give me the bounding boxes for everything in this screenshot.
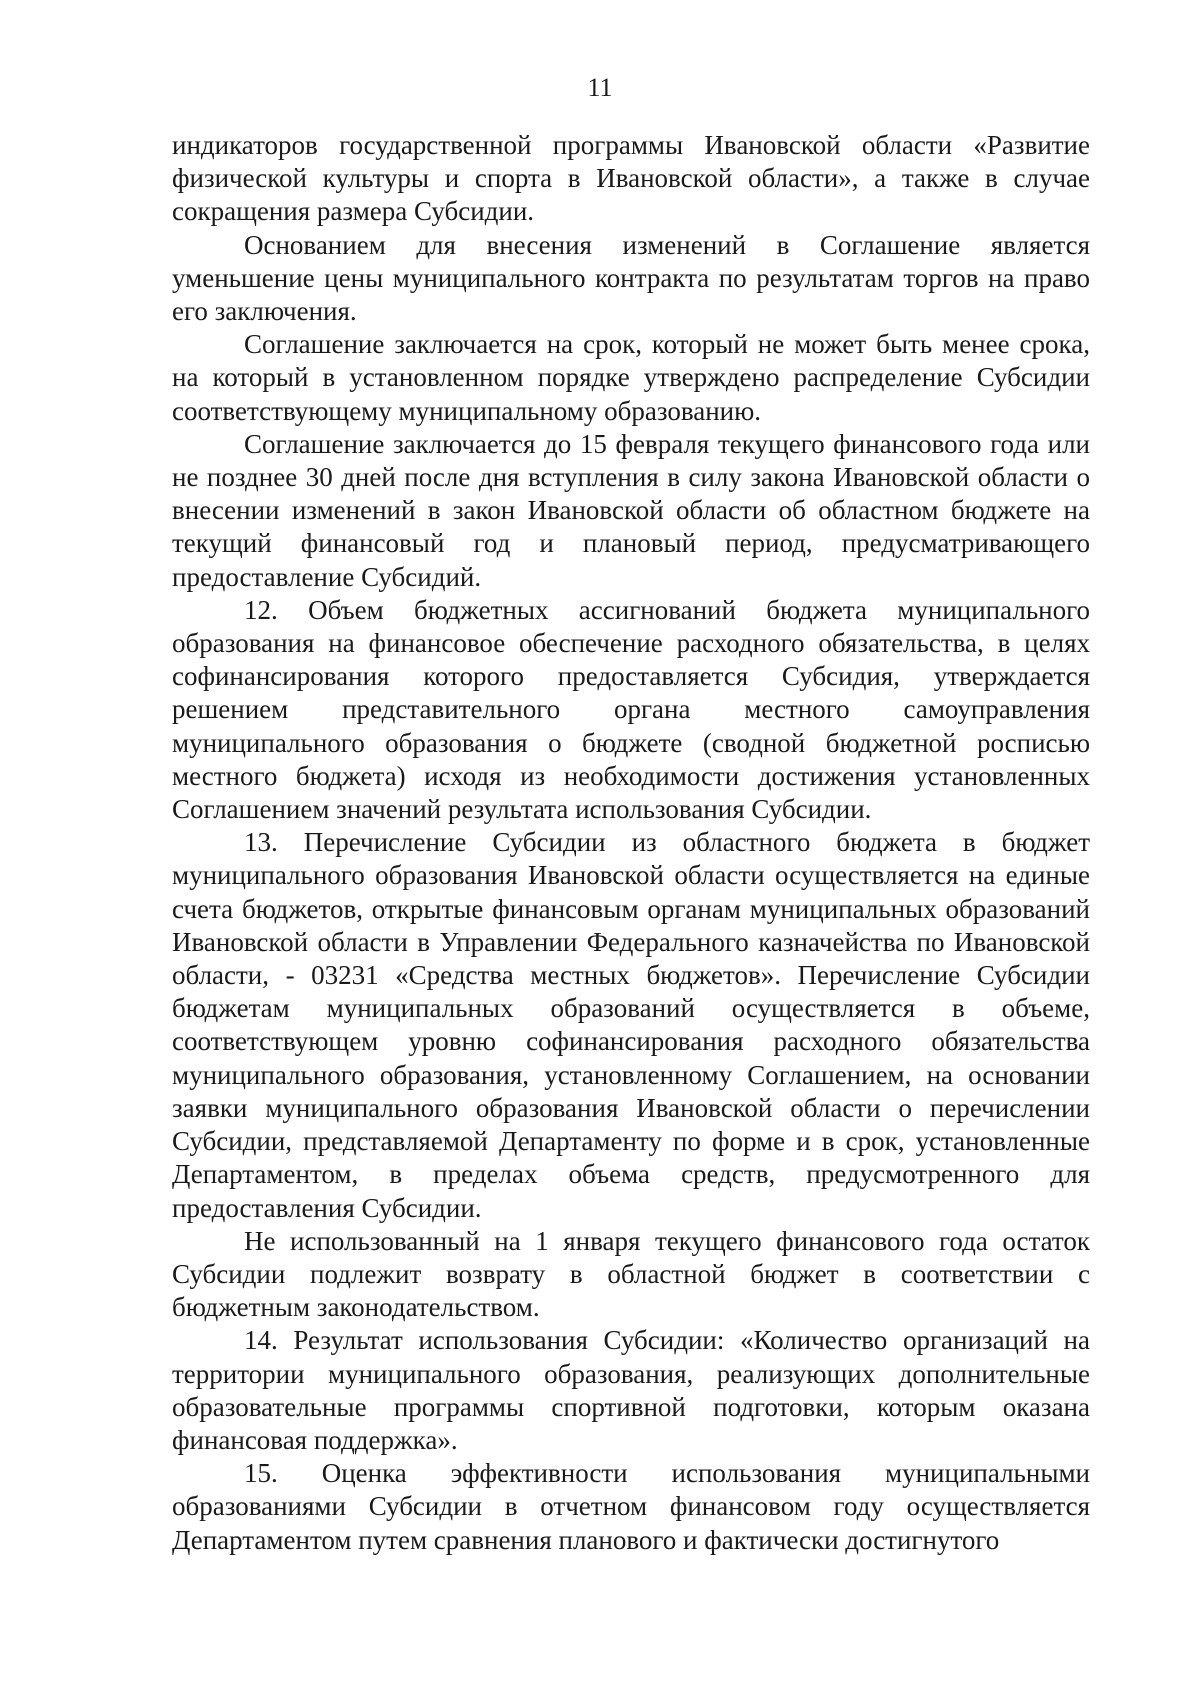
paragraph-clause-12: 12. Объем бюджетных ассигнований бюджета муниципального образования на финансовое обеспечение расходного обязательства, в целях софинансирования которого предоставляется Субсидия, утверждается решением представительного органа местного самоуправления муниципального образования о бюджете (сводной бюджетной росписью местного бюджета) исходя из необходимости достижения установленных Соглашением значений результата использования Субсидии. — [172, 594, 1090, 825]
paragraph-agreement-change-basis: Основанием для внесения изменений в Соглашение является уменьшение цены муниципального контракта по результатам торгов на право его заключения. — [172, 229, 1090, 327]
paragraph-clause-15: 15. Оценка эффективности использования муниципальными образованиями Субсидии в отчетном финансовом году осуществляется Департаментом путем сравнения планового и фактически достигнутого — [172, 1458, 1090, 1555]
paragraph-agreement-deadline: Соглашение заключается до 15 февраля текущего финансового года или не позднее 30 дней после дня вступления в силу закона Ивановской области о внесении изменений в закон Ивановской области об областном бюджете на текущий финансовый год и плановый период, предусматривающего предоставление Субсидий. — [172, 428, 1090, 592]
paragraph-continuation: индикаторов государственной программы Ивановской области «Развитие физической культуры и спорта в Ивановской области», а также в случае сокращения размера Субсидии. — [172, 130, 1090, 227]
paragraph-clause-14: 14. Результат использования Субсидии: «Количество организаций на территории муниципального образования, реализующих дополнительные образовательные программы спортивной подготовки, которым оказана финансовая поддержка». — [172, 1325, 1090, 1455]
paragraph-unused-balance: Не использованный на 1 января текущего финансового года остаток Субсидии подлежит возврату в областной бюджет в соответствии с бюджетным законодательством. — [172, 1225, 1090, 1323]
document-body — [172, 129, 1090, 1557]
paragraph-clause-13: 13. Перечисление Субсидии из областного бюджета в бюджет муниципального образования Ивановской области осуществляется на единые счета бюджетов, открытые финансовым органам муниципальных образований Ивановской области в Управлении Федерального казначейства по Ивановской области, - 03231 «Средства местных бюджетов». Перечисление Субсидии бюджетам муниципальных образований осуществляется в объеме, соответствующем уровню софинансирования расходного обязательства муниципального образования, установленному Соглашением, на основании заявки муниципального образования Ивановской области о перечислении Субсидии, представляемой Департаменту по форме и в срок, установленные Департаментом, в пределах объема средств, предусмотренного для предоставления Субсидии. — [172, 827, 1090, 1223]
paragraph-agreement-term: Соглашение заключается на срок, который не может быть менее срока, на который в установленном порядке утверждено распределение Субсидии соответствующему муниципальному образованию. — [172, 329, 1090, 426]
page-number: 11 — [587, 73, 613, 102]
